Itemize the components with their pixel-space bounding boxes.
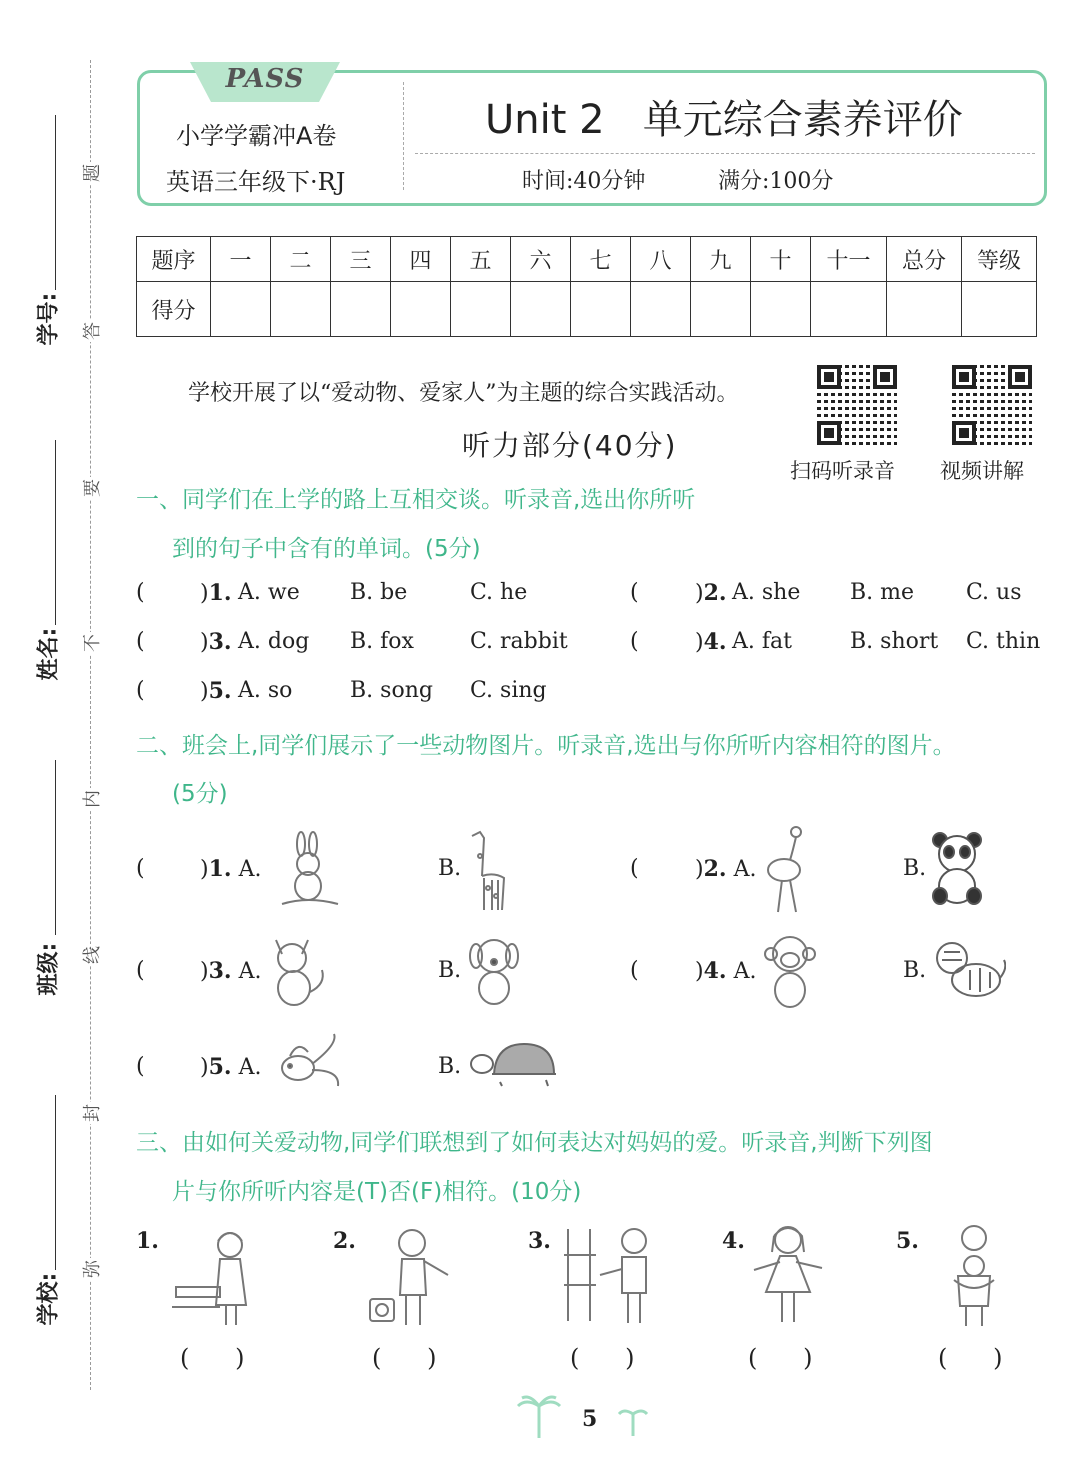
- option-b: B. be: [350, 580, 408, 605]
- dog-icon: [466, 932, 522, 1008]
- section2-instruction: 二、班会上,同学们展示了一些动物图片。听录音,选出与你所听内容相符的图片。: [136, 733, 956, 759]
- picture-number: 3.: [528, 1228, 551, 1254]
- palm-tree-icon: [516, 1394, 562, 1440]
- child-hugging-mom-icon: [944, 1222, 1006, 1330]
- class-label: 班级:: [36, 942, 62, 996]
- score-table-header: 五: [451, 237, 511, 282]
- score-table-header: 八: [631, 237, 691, 282]
- score-cell[interactable]: [887, 282, 962, 337]
- option-a: A. so: [238, 678, 293, 703]
- score-cell[interactable]: [451, 282, 511, 337]
- answer-blank[interactable]: ( ): [748, 1344, 813, 1372]
- option-c: C. rabbit: [470, 629, 568, 654]
- seal-char: 内: [78, 788, 104, 810]
- option-c: C. sing: [470, 678, 547, 703]
- option-c: C. thin: [966, 629, 1041, 654]
- header-hline: [415, 153, 1035, 154]
- score-row-label: 得分: [137, 282, 211, 337]
- score-table: [136, 236, 1037, 337]
- answer-blank[interactable]: (: [136, 629, 145, 654]
- question-number: )2.: [695, 580, 727, 606]
- qr-listen-label: 扫码听录音: [790, 459, 895, 483]
- binding-dashed-line: [90, 60, 91, 1390]
- seal-char: 答: [78, 320, 104, 342]
- rabbit-icon: [268, 830, 348, 910]
- student-id-label: 学号:: [36, 292, 62, 346]
- school-label: 学校:: [36, 1272, 62, 1326]
- question-number: )5. A.: [200, 1054, 262, 1080]
- score-cell[interactable]: [751, 282, 811, 337]
- section3-instruction-cont: 片与你所听内容是(T)否(F)相符。(10分): [172, 1179, 582, 1205]
- score-cell[interactable]: [962, 282, 1037, 337]
- option-b-label: B.: [903, 856, 927, 881]
- student-id-line: [55, 115, 56, 290]
- option-b: B. fox: [350, 629, 414, 654]
- header-divider: [403, 82, 404, 190]
- seal-char: 线: [78, 944, 104, 966]
- option-b: B. me: [850, 580, 915, 605]
- brand-logo: PASS: [225, 64, 305, 94]
- full-score: 满分:100分: [718, 169, 834, 194]
- qr-video-label: 视频讲解: [940, 459, 1024, 483]
- score-cell[interactable]: [271, 282, 331, 337]
- seal-char: 题: [78, 162, 104, 184]
- turtle-icon: [466, 1040, 558, 1090]
- girl-cooking-icon: [170, 1225, 260, 1329]
- section1-instruction: 一、同学们在上学的路上互相交谈。听录音,选出你所听: [136, 487, 696, 513]
- picture-number: 2.: [333, 1228, 356, 1254]
- option-a: A. fat: [732, 629, 792, 654]
- score-table-header: 十一: [811, 237, 887, 282]
- score-table-header: 六: [511, 237, 571, 282]
- answer-blank[interactable]: ( ): [570, 1344, 635, 1372]
- listening-section-title: 听力部分(40分): [462, 429, 678, 462]
- question-number: )4. A.: [695, 958, 757, 984]
- question-number: )1. A.: [200, 856, 262, 882]
- section2-instruction-cont: (5分): [172, 781, 228, 807]
- goldfish-icon: [268, 1030, 342, 1094]
- qr-code-listen-icon[interactable]: [817, 365, 897, 445]
- score-table-header: 九: [691, 237, 751, 282]
- score-cell[interactable]: [511, 282, 571, 337]
- option-b-label: B.: [438, 958, 462, 983]
- qr-code-video-icon[interactable]: [952, 365, 1032, 445]
- score-table-header: 一: [211, 237, 271, 282]
- option-b: B. short: [850, 629, 939, 654]
- answer-blank[interactable]: (: [630, 580, 639, 605]
- answer-blank[interactable]: (: [136, 580, 145, 605]
- girl-dancing-icon: [748, 1222, 828, 1328]
- answer-blank[interactable]: (: [630, 629, 639, 654]
- score-cell[interactable]: [211, 282, 271, 337]
- cat-icon: [268, 932, 332, 1008]
- score-table-header: 等级: [962, 237, 1037, 282]
- score-table-header: 七: [571, 237, 631, 282]
- option-b-label: B.: [438, 856, 462, 881]
- seal-char: 封: [78, 1102, 104, 1124]
- option-a: A. we: [238, 580, 300, 605]
- option-c: C. he: [470, 580, 528, 605]
- score-table-header: 总分: [887, 237, 962, 282]
- answer-blank[interactable]: ( ): [180, 1344, 245, 1372]
- question-number: )4.: [695, 629, 727, 655]
- section3-instruction: 三、由如何关爱动物,同学们联想到了如何表达对妈妈的爱。听录音,判断下列图: [136, 1130, 933, 1156]
- tiger-icon: [930, 938, 1006, 1004]
- page-title: Unit 2 单元综合素养评价: [485, 97, 963, 143]
- section1-instruction-cont: 到的句子中含有的单词。(5分): [172, 536, 481, 562]
- score-table-header: 十: [751, 237, 811, 282]
- question-number: )3.: [200, 629, 232, 655]
- name-line: [55, 440, 56, 625]
- score-cell[interactable]: [691, 282, 751, 337]
- answer-blank[interactable]: (: [136, 856, 145, 881]
- score-cell[interactable]: [811, 282, 887, 337]
- score-cell[interactable]: [331, 282, 391, 337]
- intro-text: 学校开展了以“爱动物、爱家人”为主题的综合实践活动。: [188, 381, 739, 406]
- name-label: 姓名:: [36, 627, 62, 681]
- boy-on-phone-icon: [366, 1225, 456, 1329]
- picture-number: 4.: [722, 1228, 745, 1254]
- seal-char: 不: [78, 632, 104, 654]
- class-line: [55, 760, 56, 935]
- score-table-header: 四: [391, 237, 451, 282]
- question-number: )3. A.: [200, 958, 262, 984]
- picture-number: 1.: [136, 1228, 159, 1254]
- option-c: C. us: [966, 580, 1022, 605]
- question-number: )5.: [200, 678, 232, 704]
- boy-painting-icon: [560, 1225, 656, 1329]
- score-table-header: 三: [331, 237, 391, 282]
- answer-blank[interactable]: (: [136, 958, 145, 983]
- answer-blank[interactable]: (: [136, 1054, 145, 1079]
- ostrich-icon: [760, 824, 820, 914]
- question-number: )2. A.: [695, 856, 757, 882]
- school-line: [55, 1095, 56, 1270]
- score-table-header: 题序: [137, 237, 211, 282]
- time-limit: 时间:40分钟: [522, 169, 646, 194]
- answer-blank[interactable]: (: [630, 958, 639, 983]
- picture-number: 5.: [896, 1228, 919, 1254]
- answer-blank[interactable]: ( ): [372, 1344, 437, 1372]
- option-b-label: B.: [903, 958, 927, 983]
- answer-blank[interactable]: ( ): [938, 1344, 1003, 1372]
- monkey-icon: [762, 932, 818, 1010]
- score-cell[interactable]: [631, 282, 691, 337]
- giraffe-icon: [462, 826, 518, 912]
- seal-char: 要: [78, 477, 104, 499]
- series-name: 小学学霸冲A卷: [176, 122, 337, 150]
- seal-char: 弥: [78, 1258, 104, 1280]
- score-cell[interactable]: [571, 282, 631, 337]
- answer-blank[interactable]: (: [136, 678, 145, 703]
- answer-blank[interactable]: (: [630, 856, 639, 881]
- page-number: 5: [582, 1406, 598, 1432]
- option-a: A. she: [732, 580, 801, 605]
- option-b: B. song: [350, 678, 433, 703]
- option-b-label: B.: [438, 1054, 462, 1079]
- subject-grade: 英语三年级下·RJ: [166, 168, 346, 196]
- question-number: )1.: [200, 580, 232, 606]
- score-table-header: 二: [271, 237, 331, 282]
- palm-tree-small-icon: [618, 1404, 648, 1438]
- panda-icon: [928, 830, 986, 906]
- option-a: A. dog: [238, 629, 310, 654]
- score-cell[interactable]: [391, 282, 451, 337]
